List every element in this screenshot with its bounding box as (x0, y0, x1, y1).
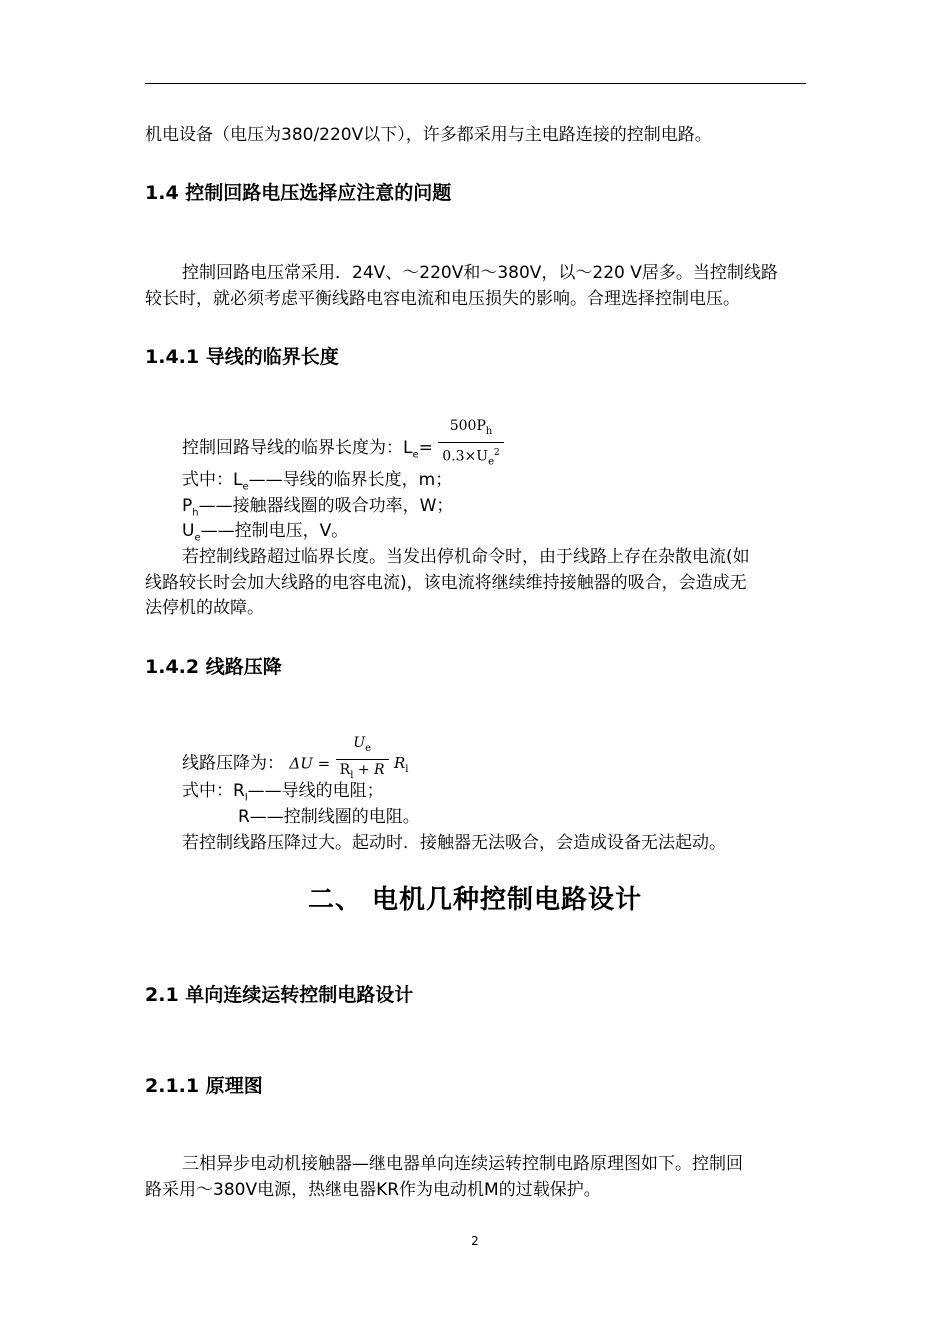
voltage-drop-fraction (336, 733, 389, 786)
where-line-1: 式中：$L_e——$导线的临界长度，m； (182, 470, 453, 493)
heading-1-4: 1.4 控制回路电压选择应注意的问题 (145, 182, 452, 204)
fraction-denominator: $R_l + R$ (339, 761, 385, 781)
vd-where-line-2: R——控制线圈的电阻。 (238, 807, 420, 827)
s2-1-1-para-line-1: 三相异步电动机接触器—继电器单向连续运转控制电路原理图如下。控制回 (182, 1154, 743, 1174)
s2-1-1-para-line-2: 路采用～380V电源，热继电器KR作为电动机M的过载保护。 (145, 1180, 601, 1200)
heading-1-4-1: 1.4.1 导线的临界长度 (145, 346, 339, 368)
fraction-denominator: $0.3\times U_e^2$ (442, 447, 500, 468)
critical-length-fraction (438, 416, 503, 472)
formula-lhs: $L_e=$ (403, 438, 433, 461)
heading-2-1: 2.1 单向连续运转控制电路设计 (145, 984, 414, 1006)
formula-lhs: ΔU = (289, 754, 331, 773)
header-rule (145, 83, 806, 84)
page-number: 2 (471, 1234, 479, 1248)
formula-rhs: $R_l$ (393, 754, 409, 776)
fraction-numerator: $500P_h$ (438, 416, 503, 443)
s1-4-para-line-2: 较长时，就必须考虑平衡线路电容电流和电压损失的影响。合理选择控制电压。 (145, 289, 740, 309)
s1-4-para-line-1: 控制回路电压常采用．24V、～220V和～380V，以～220 V居多。当控制线路 (182, 263, 778, 283)
chapter-2-heading: 二、 电机几种控制电路设计 (307, 885, 643, 915)
formula-intro: 线路压降为： (182, 753, 284, 774)
where-line-3: $U_e——$控制电压，V。 (182, 521, 349, 544)
heading-1-4-2: 1.4.2 线路压降 (145, 656, 282, 678)
s1-4-1-para-line-3: 法停机的故障。 (145, 598, 264, 618)
s1-4-1-para-line-2: 线路较长时会加大线路的电容电流)，该电流将继续维持接触器的吸合，会造成无 (145, 573, 747, 593)
formula-intro: 控制回路导线的临界长度为： (182, 438, 403, 459)
intro-line: 机电设备（电压为380/220V以下），许多都采用与主电路连接的控制电路。 (145, 125, 712, 145)
critical-length-formula-line (182, 418, 504, 472)
s1-4-2-para-line-1: 若控制线路压降过大。起动时．接触器无法吸合，会造成设备无法起动。 (182, 833, 726, 853)
where-line-2: $P_h——$接触器线圈的吸合功率，W； (182, 496, 454, 519)
s1-4-1-para-line-1: 若控制线路超过临界长度。当发出停机命令时，由于线路上存在杂散电流(如 (182, 547, 750, 567)
vd-where-line-1: 式中：$R_l——$导线的电阻； (182, 781, 384, 804)
fraction-numerator: $U_e$ (336, 733, 389, 760)
heading-2-1-1: 2.1.1 原理图 (145, 1075, 263, 1097)
